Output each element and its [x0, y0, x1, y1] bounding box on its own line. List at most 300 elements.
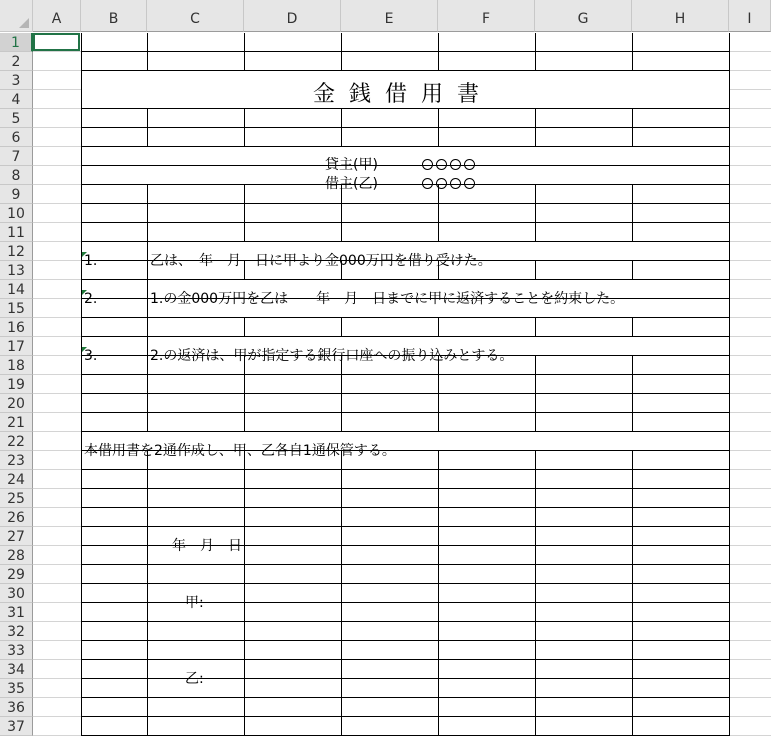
cell-border — [438, 413, 439, 432]
cell-border — [341, 508, 342, 527]
circle-icon — [464, 178, 475, 189]
cell-border — [81, 603, 82, 622]
cell-border — [81, 660, 82, 679]
cell-border — [147, 641, 148, 660]
cell-border — [438, 33, 439, 52]
row-header-16[interactable]: 16 — [0, 318, 33, 337]
row-header-33[interactable]: 33 — [0, 641, 33, 660]
cell-border — [147, 33, 148, 52]
gridline — [33, 203, 81, 204]
gridline — [33, 621, 81, 622]
gridline — [33, 222, 81, 223]
cell-border — [81, 128, 82, 147]
cell-border — [535, 679, 536, 698]
cell-border — [535, 508, 536, 527]
cell-border — [535, 52, 536, 71]
gridline — [729, 507, 771, 508]
row-header-34[interactable]: 34 — [0, 660, 33, 679]
cell-border — [729, 109, 730, 128]
cell-border — [729, 52, 730, 71]
cell-border — [438, 223, 439, 242]
cell-border — [438, 128, 439, 147]
cell-border — [438, 698, 439, 717]
gridline — [33, 374, 81, 375]
row-header-4[interactable]: 4 — [0, 90, 33, 109]
cell-border — [729, 90, 730, 109]
cell-border — [244, 394, 245, 413]
gridline — [33, 450, 81, 451]
cell-border — [81, 33, 82, 52]
gridline — [33, 108, 81, 109]
cell-border — [438, 660, 439, 679]
cell-border — [632, 584, 633, 603]
cell-border — [81, 394, 82, 413]
cell-border — [438, 508, 439, 527]
cell-border — [632, 451, 633, 470]
cell-border — [81, 318, 82, 337]
cell-border — [147, 565, 148, 584]
cell-border — [81, 299, 82, 318]
column-header-e[interactable]: E — [341, 0, 438, 32]
gridline — [33, 336, 81, 337]
gridline — [33, 735, 81, 736]
cell-border — [244, 33, 245, 52]
cell-border — [81, 584, 82, 603]
row-header-21[interactable]: 21 — [0, 413, 33, 432]
column-header-h[interactable]: H — [632, 0, 729, 32]
gridline — [33, 545, 81, 546]
cell-border — [438, 52, 439, 71]
column-header-d[interactable]: D — [244, 0, 341, 32]
cell-border — [632, 318, 633, 337]
gridline — [33, 165, 81, 166]
circle-icon — [436, 159, 447, 170]
row-header-26[interactable]: 26 — [0, 508, 33, 527]
cell-border — [632, 660, 633, 679]
cell-border — [81, 109, 82, 128]
cell-border — [341, 679, 342, 698]
row-header-27[interactable]: 27 — [0, 527, 33, 546]
cell-border — [535, 109, 536, 128]
cell-border — [244, 622, 245, 641]
cell-border — [632, 375, 633, 394]
cell-border — [438, 318, 439, 337]
cell-border — [729, 527, 730, 546]
gridline — [729, 564, 771, 565]
row-header-6[interactable]: 6 — [0, 128, 33, 147]
cell-border — [244, 413, 245, 432]
gridline — [33, 602, 81, 603]
select-all-button[interactable] — [0, 0, 33, 32]
cell-border — [438, 394, 439, 413]
cell-border — [632, 622, 633, 641]
cell-border — [81, 223, 82, 242]
cell-border — [632, 508, 633, 527]
cell-border — [535, 261, 536, 280]
gridline — [729, 89, 771, 90]
lender-label: 貸主(甲) — [325, 157, 378, 173]
cell-border — [729, 185, 730, 204]
cell-border — [147, 242, 148, 261]
gridline — [729, 450, 771, 451]
cell-border — [244, 223, 245, 242]
cell-border — [81, 546, 82, 565]
cell-border — [341, 660, 342, 679]
row-header-18[interactable]: 18 — [0, 356, 33, 375]
cell-border — [535, 527, 536, 546]
gridline — [33, 564, 81, 565]
cell-border — [147, 109, 148, 128]
cell-border — [244, 109, 245, 128]
cell-border — [147, 356, 148, 375]
circle-icon — [450, 178, 461, 189]
column-header-c[interactable]: C — [147, 0, 244, 32]
cell-border — [632, 52, 633, 71]
gridline — [729, 697, 771, 698]
gridline — [33, 279, 81, 280]
cell-border — [147, 299, 148, 318]
cell-border — [147, 584, 148, 603]
cell-border — [81, 375, 82, 394]
gridline — [33, 659, 81, 660]
cell-border — [81, 641, 82, 660]
cell-border — [244, 470, 245, 489]
gridline — [33, 583, 81, 584]
cell-border — [729, 375, 730, 394]
cell-border — [632, 185, 633, 204]
cell-border — [535, 584, 536, 603]
gridline — [33, 146, 81, 147]
cell-border — [147, 337, 148, 356]
cell-border — [244, 717, 245, 736]
gridline — [33, 51, 81, 52]
cell-border — [341, 546, 342, 565]
gridline — [729, 640, 771, 641]
cell-border — [632, 546, 633, 565]
cell-border — [729, 413, 730, 432]
row-header-2[interactable]: 2 — [0, 52, 33, 71]
cell-border — [81, 489, 82, 508]
gridline — [33, 127, 81, 128]
row-header-28[interactable]: 28 — [0, 546, 33, 565]
gridline — [33, 697, 81, 698]
gridline — [33, 89, 81, 90]
cell-border — [147, 546, 148, 565]
cell-border — [535, 185, 536, 204]
gridline — [729, 241, 771, 242]
cell-border — [81, 622, 82, 641]
gridline — [729, 412, 771, 413]
circle-icon — [422, 159, 433, 170]
gridline — [729, 165, 771, 166]
row-header-25[interactable]: 25 — [0, 489, 33, 508]
gridline — [729, 545, 771, 546]
cell-border — [438, 603, 439, 622]
cell-border — [729, 432, 730, 451]
cell-border — [729, 318, 730, 337]
cell-border — [147, 261, 148, 280]
gridline — [729, 51, 771, 52]
cell-border — [632, 394, 633, 413]
row-header-17[interactable]: 17 — [0, 337, 33, 356]
cell-border — [81, 204, 82, 223]
cell-border — [632, 109, 633, 128]
cell-border — [81, 356, 82, 375]
cell-border — [729, 299, 730, 318]
cell-border — [147, 717, 148, 736]
row-header-35[interactable]: 35 — [0, 679, 33, 698]
cell-border — [341, 413, 342, 432]
cell-border — [729, 660, 730, 679]
cell-border — [147, 679, 148, 698]
cell-border — [438, 109, 439, 128]
gridline — [729, 621, 771, 622]
cell-border — [729, 584, 730, 603]
party-b-label: 乙: — [185, 671, 204, 687]
gridline — [33, 260, 81, 261]
gridline — [729, 735, 771, 736]
row-header-20[interactable]: 20 — [0, 394, 33, 413]
cell-border — [632, 527, 633, 546]
cell-border — [438, 641, 439, 660]
cell-border — [81, 679, 82, 698]
cell-border — [729, 508, 730, 527]
row-header-5[interactable]: 5 — [0, 109, 33, 128]
cell-border — [341, 318, 342, 337]
row-header-8[interactable]: 8 — [0, 166, 33, 185]
row-header-1[interactable]: 1 — [0, 33, 33, 52]
cell-border — [535, 375, 536, 394]
cell-border — [535, 128, 536, 147]
column-header-g[interactable]: G — [535, 0, 632, 32]
cell-border — [729, 603, 730, 622]
gridline — [33, 488, 81, 489]
row-header-36[interactable]: 36 — [0, 698, 33, 717]
cell-border — [147, 52, 148, 71]
cell-border — [438, 470, 439, 489]
cell-border — [81, 147, 82, 166]
cell-border — [244, 527, 245, 546]
row-header-11[interactable]: 11 — [0, 223, 33, 242]
row-header-37[interactable]: 37 — [0, 717, 33, 736]
gridline — [729, 70, 771, 71]
cell-border — [632, 717, 633, 736]
row-header-12[interactable]: 12 — [0, 242, 33, 261]
column-header-f[interactable]: F — [438, 0, 535, 32]
gridline — [33, 678, 81, 679]
gridline — [729, 583, 771, 584]
row-header-9[interactable]: 9 — [0, 185, 33, 204]
cell-border — [81, 565, 82, 584]
gridline — [729, 488, 771, 489]
cell-border — [632, 261, 633, 280]
clause-3-text: 2.の返済は、甲が指定する銀行口座への振り込みとする。 — [150, 348, 514, 364]
cell-border — [147, 603, 148, 622]
row-header-15[interactable]: 15 — [0, 299, 33, 318]
cell-border — [632, 128, 633, 147]
gridline — [33, 298, 81, 299]
row-header-23[interactable]: 23 — [0, 451, 33, 470]
cell-border — [341, 603, 342, 622]
cell-border — [341, 394, 342, 413]
cell-border — [729, 71, 730, 90]
cell-border — [341, 375, 342, 394]
row-header-24[interactable]: 24 — [0, 470, 33, 489]
clause-1-number: 1. — [84, 253, 98, 269]
cell-border — [147, 394, 148, 413]
active-cell-selection[interactable] — [33, 33, 80, 51]
column-header-b[interactable]: B — [81, 0, 147, 32]
gridline — [33, 526, 81, 527]
gridline — [729, 602, 771, 603]
cell-border — [438, 679, 439, 698]
gridline — [729, 336, 771, 337]
cell-border — [729, 33, 730, 52]
row-header-29[interactable]: 29 — [0, 565, 33, 584]
cell-border — [729, 147, 730, 166]
row-header-3[interactable]: 3 — [0, 71, 33, 90]
cell-border — [147, 128, 148, 147]
cell-border — [729, 470, 730, 489]
cell-border — [147, 375, 148, 394]
clause-2-number: 2. — [84, 291, 98, 307]
cell-border — [729, 641, 730, 660]
cell-border — [729, 622, 730, 641]
cell-border — [341, 717, 342, 736]
gridline — [729, 279, 771, 280]
row-header-30[interactable]: 30 — [0, 584, 33, 603]
cell-border — [341, 52, 342, 71]
cell-border — [341, 128, 342, 147]
row-header-10[interactable]: 10 — [0, 204, 33, 223]
cell-border — [341, 527, 342, 546]
cell-border — [535, 413, 536, 432]
cell-border — [632, 356, 633, 375]
cell-border — [632, 413, 633, 432]
gridline — [33, 70, 81, 71]
gridline — [729, 222, 771, 223]
cell-border — [244, 508, 245, 527]
cell-border — [341, 109, 342, 128]
clause-2-text: 1.の金000万円を乙は 年 月 日までに甲に返済することを約束した。 — [150, 291, 625, 307]
gridline — [33, 716, 81, 717]
gridline — [33, 640, 81, 641]
cell-border — [729, 698, 730, 717]
cell-border — [729, 489, 730, 508]
cell-border — [147, 698, 148, 717]
cell-border — [729, 356, 730, 375]
cell-border — [341, 622, 342, 641]
cell-border — [438, 565, 439, 584]
party-a-label: 甲: — [185, 595, 204, 611]
cell-border — [535, 660, 536, 679]
circle-icon — [450, 159, 461, 170]
cell-border — [632, 641, 633, 660]
cell-border — [632, 603, 633, 622]
cell-border — [244, 546, 245, 565]
gridline — [729, 355, 771, 356]
cell-border — [632, 489, 633, 508]
gridline — [729, 298, 771, 299]
cell-border — [341, 584, 342, 603]
cell-border — [341, 565, 342, 584]
borrower-name — [422, 175, 478, 193]
row-header-22[interactable]: 22 — [0, 432, 33, 451]
column-header-a[interactable]: A — [33, 0, 81, 32]
cell-border — [632, 679, 633, 698]
cell-border — [244, 318, 245, 337]
cell-border — [535, 717, 536, 736]
cell-border — [535, 489, 536, 508]
cell-border — [729, 717, 730, 736]
cell-border — [632, 698, 633, 717]
gridline — [729, 526, 771, 527]
cell-border — [81, 90, 82, 109]
gridline — [729, 678, 771, 679]
circle-icon — [422, 178, 433, 189]
cell-border — [81, 508, 82, 527]
cell-border — [81, 165, 729, 166]
cell-border — [729, 223, 730, 242]
column-header-i[interactable]: I — [729, 0, 771, 32]
gridline — [729, 374, 771, 375]
select-all-icon — [19, 18, 29, 28]
cell-border — [341, 470, 342, 489]
cell-border — [535, 641, 536, 660]
cell-border — [244, 52, 245, 71]
row-header-19[interactable]: 19 — [0, 375, 33, 394]
cell-border — [632, 470, 633, 489]
lender-name — [422, 156, 478, 174]
gridline — [729, 317, 771, 318]
cell-border — [147, 508, 148, 527]
cell-border — [438, 584, 439, 603]
cell-border — [244, 565, 245, 584]
row-header-13[interactable]: 13 — [0, 261, 33, 280]
copies-note: 本借用書を2通作成し、甲、乙各自1通保管する。 — [84, 443, 396, 459]
cell-border — [438, 622, 439, 641]
row-header-31[interactable]: 31 — [0, 603, 33, 622]
circle-icon — [464, 159, 475, 170]
borrower-label: 借主(乙) — [325, 176, 378, 192]
cell-border — [147, 470, 148, 489]
gridline — [33, 393, 81, 394]
cell-border — [244, 204, 245, 223]
cell-border — [81, 52, 82, 71]
cell-border — [729, 679, 730, 698]
cell-border — [341, 698, 342, 717]
gridline — [729, 393, 771, 394]
cell-border — [147, 204, 148, 223]
cell-border — [632, 223, 633, 242]
cell-border — [729, 242, 730, 261]
row-header-14[interactable]: 14 — [0, 280, 33, 299]
document-title: 金銭借用書 — [313, 82, 494, 107]
cell-border — [729, 204, 730, 223]
row-header-7[interactable]: 7 — [0, 147, 33, 166]
row-header-32[interactable]: 32 — [0, 622, 33, 641]
cell-border — [81, 698, 82, 717]
cell-border — [341, 641, 342, 660]
cell-border — [535, 451, 536, 470]
cell-border — [729, 451, 730, 470]
cell-border — [438, 451, 439, 470]
gridline — [729, 431, 771, 432]
cell-border — [244, 660, 245, 679]
cell-border — [81, 166, 82, 185]
cell-border — [341, 33, 342, 52]
cell-border — [244, 698, 245, 717]
